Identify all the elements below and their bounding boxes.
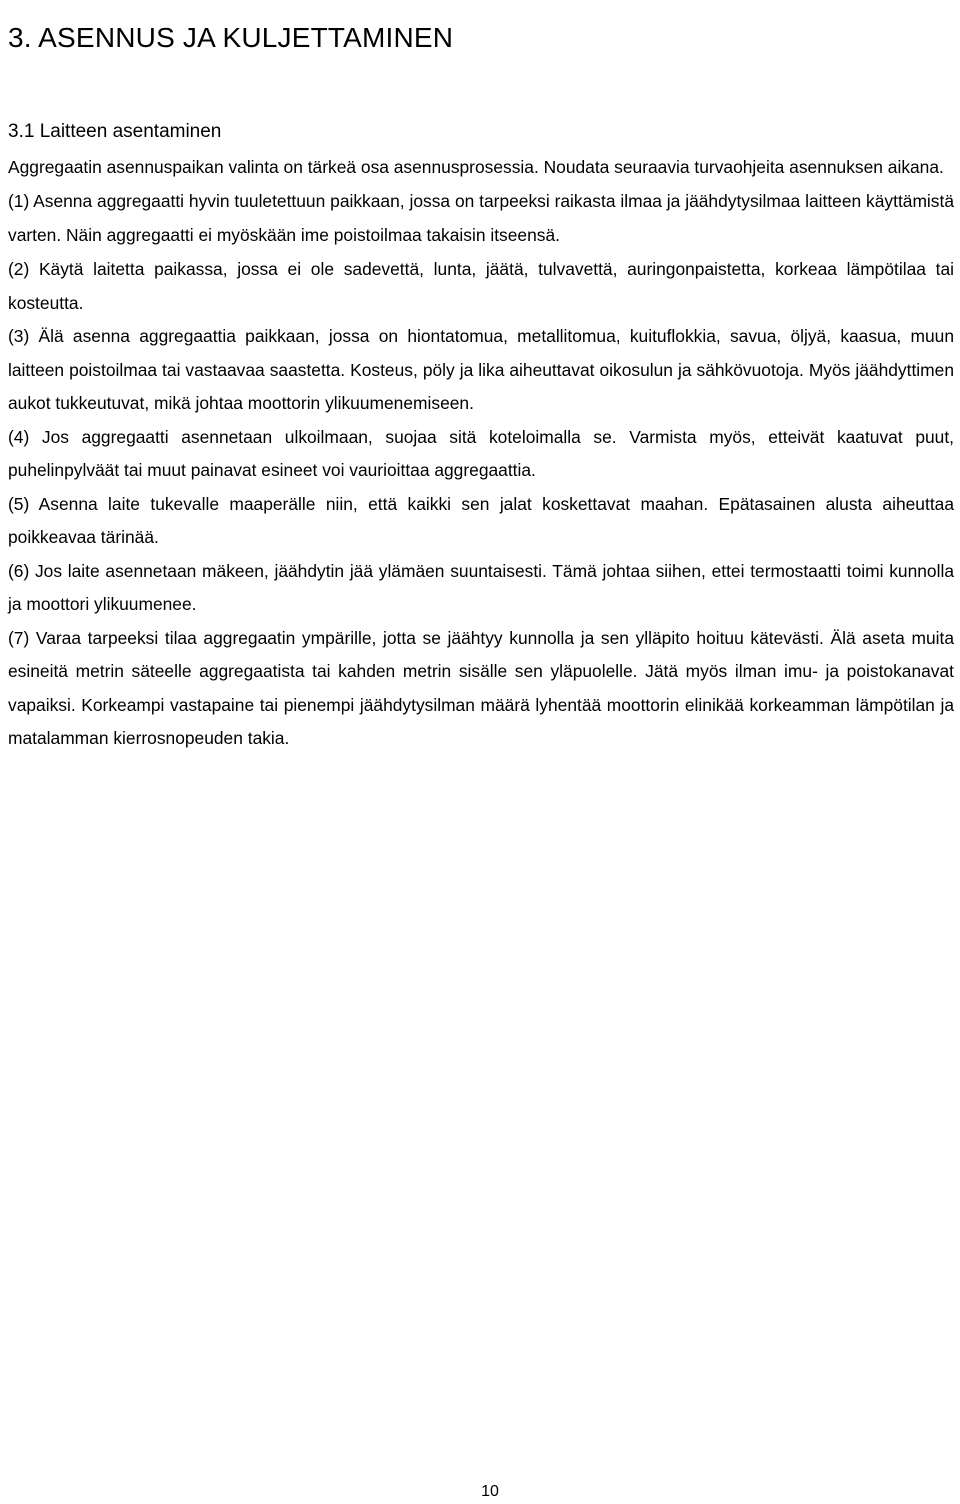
- instruction-paragraph-4: (4) Jos aggregaatti asennetaan ulkoilmaan, suojaa sitä koteloimalla se. Varmista myös, etteivät kaatuvat puut, puhelinpylväät tai muut painavat esineet voi vaurioittaa aggregaattia.: [8, 426, 954, 480]
- instruction-paragraph-6: (6) Jos laite asennetaan mäkeen, jäähdytin jää ylämäen suuntaisesti. Tämä johtaa siihen, ettei termostaatti toimi kunnolla ja moottori ylikuumenee.: [8, 560, 954, 614]
- section-title: 3.1 Laitteen asentaminen: [8, 121, 222, 142]
- instruction-paragraph-2: (2) Käytä laitetta paikassa, jossa ei ole sadevettä, lunta, jäätä, tulvavettä, auringonpaistetta, korkeaa lämpötilaa tai kosteutta.: [8, 259, 954, 313]
- instruction-paragraph-1: (1) Asenna aggregaatti hyvin tuuletettuun paikkaan, jossa on tarpeeksi raikasta ilmaa ja jäähdytysilmaa laitteen käyttämistä varten. Näin aggregaatti ei myöskään ime poistoilmaa takaisin itseensä.: [8, 191, 954, 245]
- chapter-title: 3. ASENNUS JA KULJETTAMINEN: [8, 22, 454, 53]
- intro-paragraph: Aggregaatin asennuspaikan valinta on tärkeä osa asennusprosessia. Noudata seuraavia turvaohjeita asennuksen aikana.: [8, 157, 944, 177]
- instruction-paragraph-7: (7) Varaa tarpeeksi tilaa aggregaatin ympärille, jotta se jäähtyy kunnolla ja sen ylläpito hoituu kätevästi. Älä aseta muita esineitä metrin säteelle aggregaatista tai kahden metrin sisälle sen yläpuolelle. Jätä myös ilman imu- ja poistokanavat vapaiksi. Korkeampi vastapaine tai pienempi jäähdytysilman määrä lyhentää moottorin elinikää korkeamman lämpötilan ja matalamman kierrosnopeuden takia.: [8, 627, 954, 748]
- page-number: 10: [481, 1483, 499, 1500]
- body-text: [8, 150, 954, 756]
- instruction-paragraph-5: (5) Asenna laite tukevalle maaperälle niin, että kaikki sen jalat koskettavat maahan. Epätasainen alusta aiheuttaa poikkeavaa tärinää.: [8, 493, 954, 547]
- instruction-paragraph-3: (3) Älä asenna aggregaattia paikkaan, jossa on hiontatomua, metallitomua, kuituflokkia, savua, öljyä, kaasua, muun laitteen poistoilmaa tai vastaavaa saastetta. Kosteus, pöly ja lika aiheuttavat oikosulun ja sähkövuotoja. Myös jäähdyttimen aukot tukkeutuvat, mikä johtaa moottorin ylikuumenemiseen.: [8, 326, 954, 413]
